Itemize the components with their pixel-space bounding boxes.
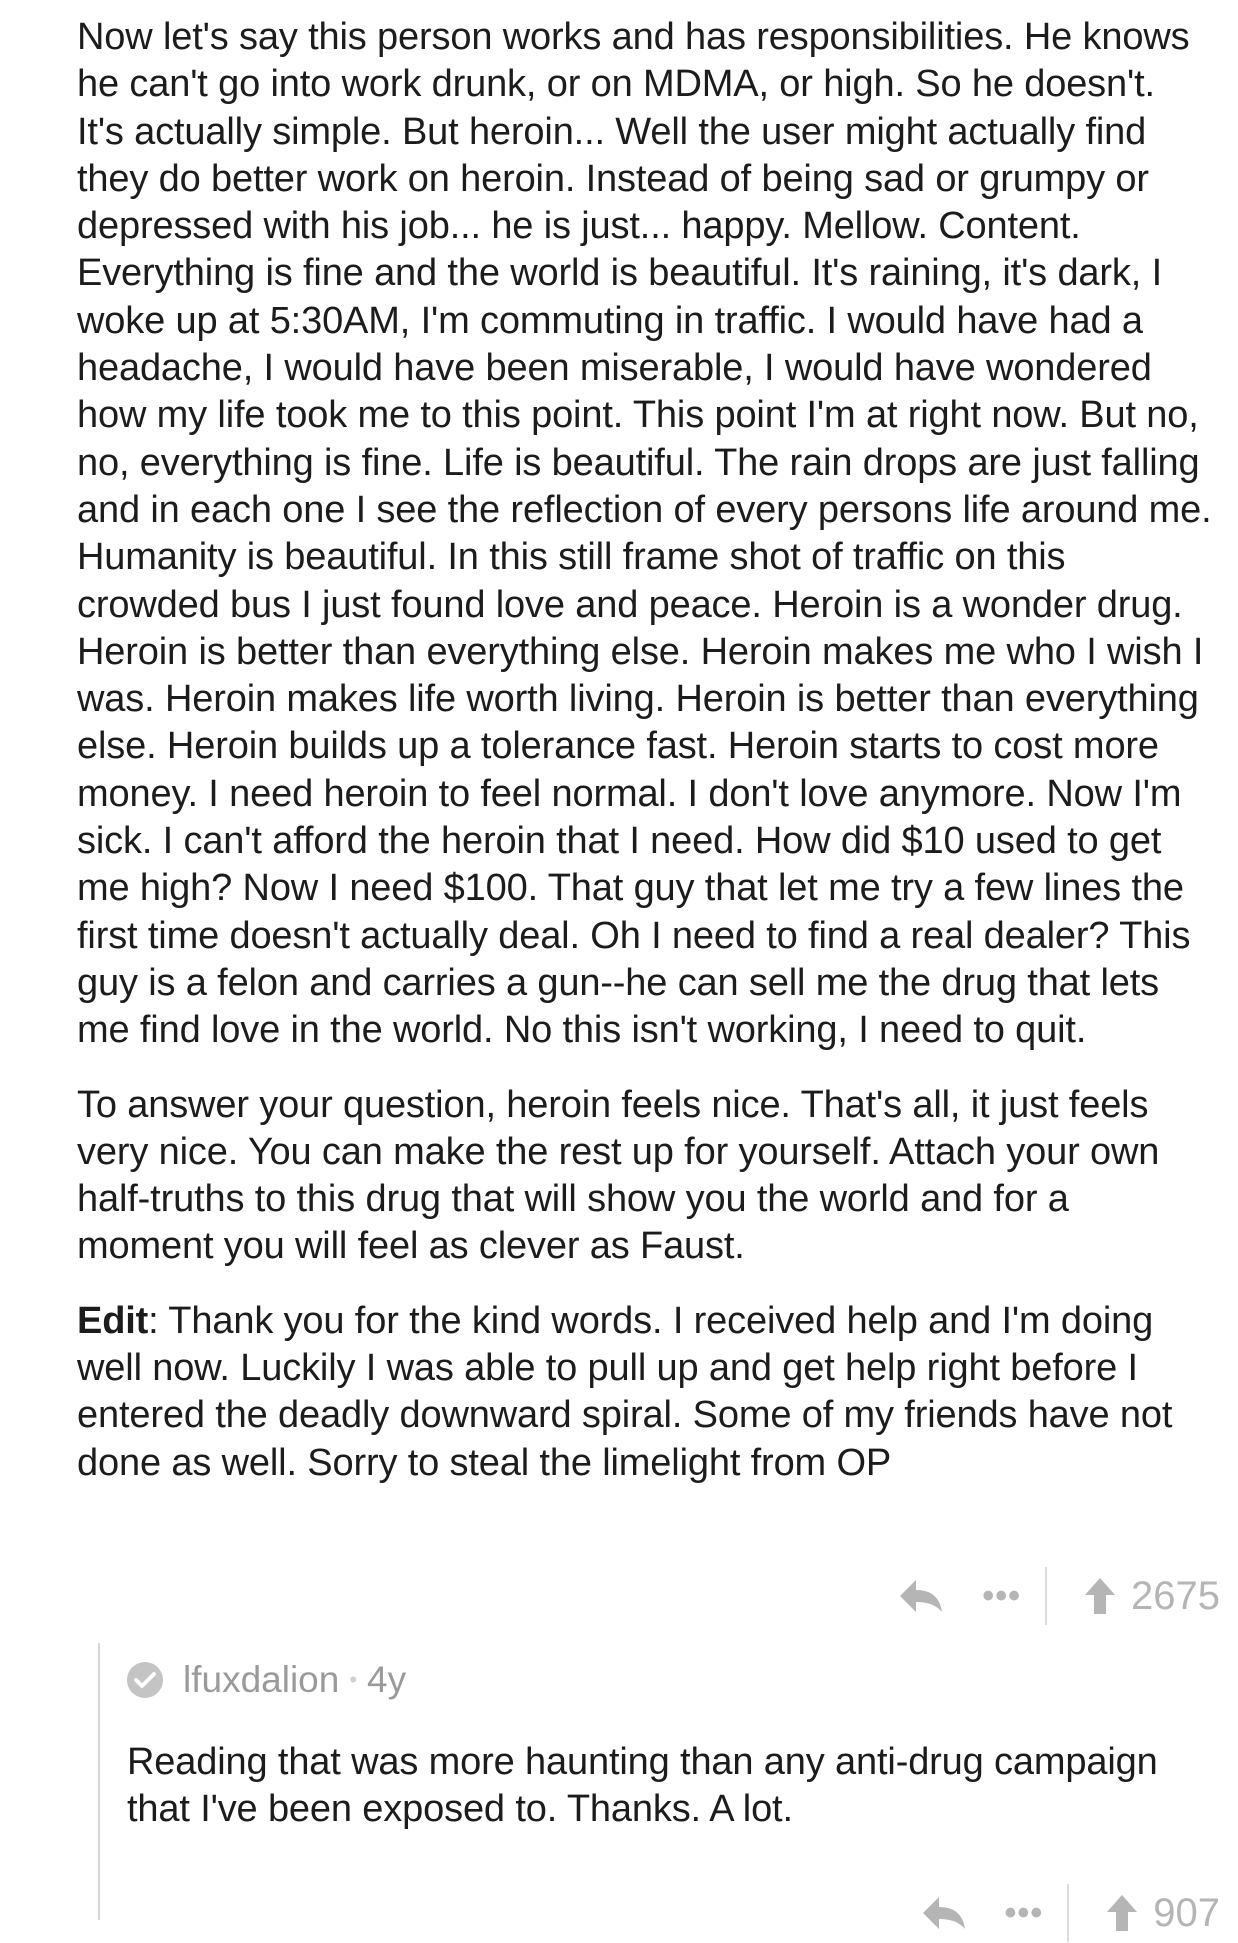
more-dots-icon[interactable]: ••• [982, 1577, 1022, 1615]
upvote-arrow-icon[interactable] [1105, 1893, 1139, 1933]
comment-age: 4y [367, 1659, 407, 1700]
parent-comment-actions [820, 1566, 1220, 1626]
comment-edit-paragraph [77, 1298, 1212, 1487]
reply-arrow-icon[interactable] [919, 1893, 969, 1933]
action-divider [1045, 1567, 1047, 1625]
comment-paragraph: To answer your question, heroin feels nice. That's all, it just feels very nice. You can make the rest up for yourself. Attach your own half-truths to this drug that will show you the world and for a moment you will feel as clever as Faust. [77, 1083, 1160, 1268]
more-dots-icon[interactable]: ••• [1004, 1894, 1044, 1932]
reply-body: Reading that was more haunting than any anti-drug campaign that I've been exposed to. Thanks. A lot. [127, 1741, 1158, 1830]
child-comment-actions [820, 1883, 1220, 1943]
reply-arrow-icon[interactable] [896, 1576, 946, 1616]
meta-separator: • [349, 1667, 358, 1692]
comment-paragraph: Now let's say this person works and has responsibilities. He knows he can't go into work drunk, or on MDMA, or high. So he doesn't. It's actually simple. But heroin... Well the user might actually find they do better work on heroin. Instead of being sad or grumpy or depressed with his job... he is just... happy. Mellow. Content. Everything is fine and the world is beautiful. It's raining, it's dark, I woke up at 5:30AM, I'm commuting in traffic. I would have had a headache, I would have been miserable, I would have wondered how my life took me to this point. This point I'm at right now. But no, no, everything is fine. Life is beautiful. The rain drops are just falling and in each one I see the reflection of every persons life around me. Humanity is beautiful. In this still frame shot of traffic on this crowded bus I just found love and peace. Heroin is a wonder drug. Heroin is better than everything else. Heroin makes me who I wish I was. Heroin makes life worth living. Heroin is better than everything else. Heroin builds up a tolerance fast. Heroin starts to cost more money. I need heroin to feel normal. I don't love anymore. Now I'm sick. I can't afford the heroin that I need. How did $10 used to get me high? Now I need $100. That guy that let me try a few lines the first time doesn't actually deal. Oh I need to find a real dealer? This guy is a felon and carries a gun--he can sell me the drug that lets me find love in the world. No this isn't working, I need to quit. [77, 16, 1212, 1052]
upvote-count: 907 [1153, 1891, 1220, 1935]
check-circle-icon [127, 1662, 163, 1698]
action-divider [1067, 1884, 1069, 1942]
username[interactable]: lfuxdalion [183, 1659, 340, 1700]
child-comment [98, 1643, 1220, 1920]
parent-comment [77, 14, 1212, 1514]
comment-meta [127, 1659, 406, 1701]
edit-label: Edit [77, 1299, 149, 1342]
edit-text: : Thank you for the kind words. I received help and I'm doing well now. Luckily I was able to pull up and get help right before I entered the deadly downward spiral. Some of my friends have not done as well. Sorry to steal the limelight from OP [77, 1299, 1173, 1484]
upvote-arrow-icon[interactable] [1083, 1576, 1117, 1616]
upvote-count: 2675 [1131, 1574, 1220, 1618]
